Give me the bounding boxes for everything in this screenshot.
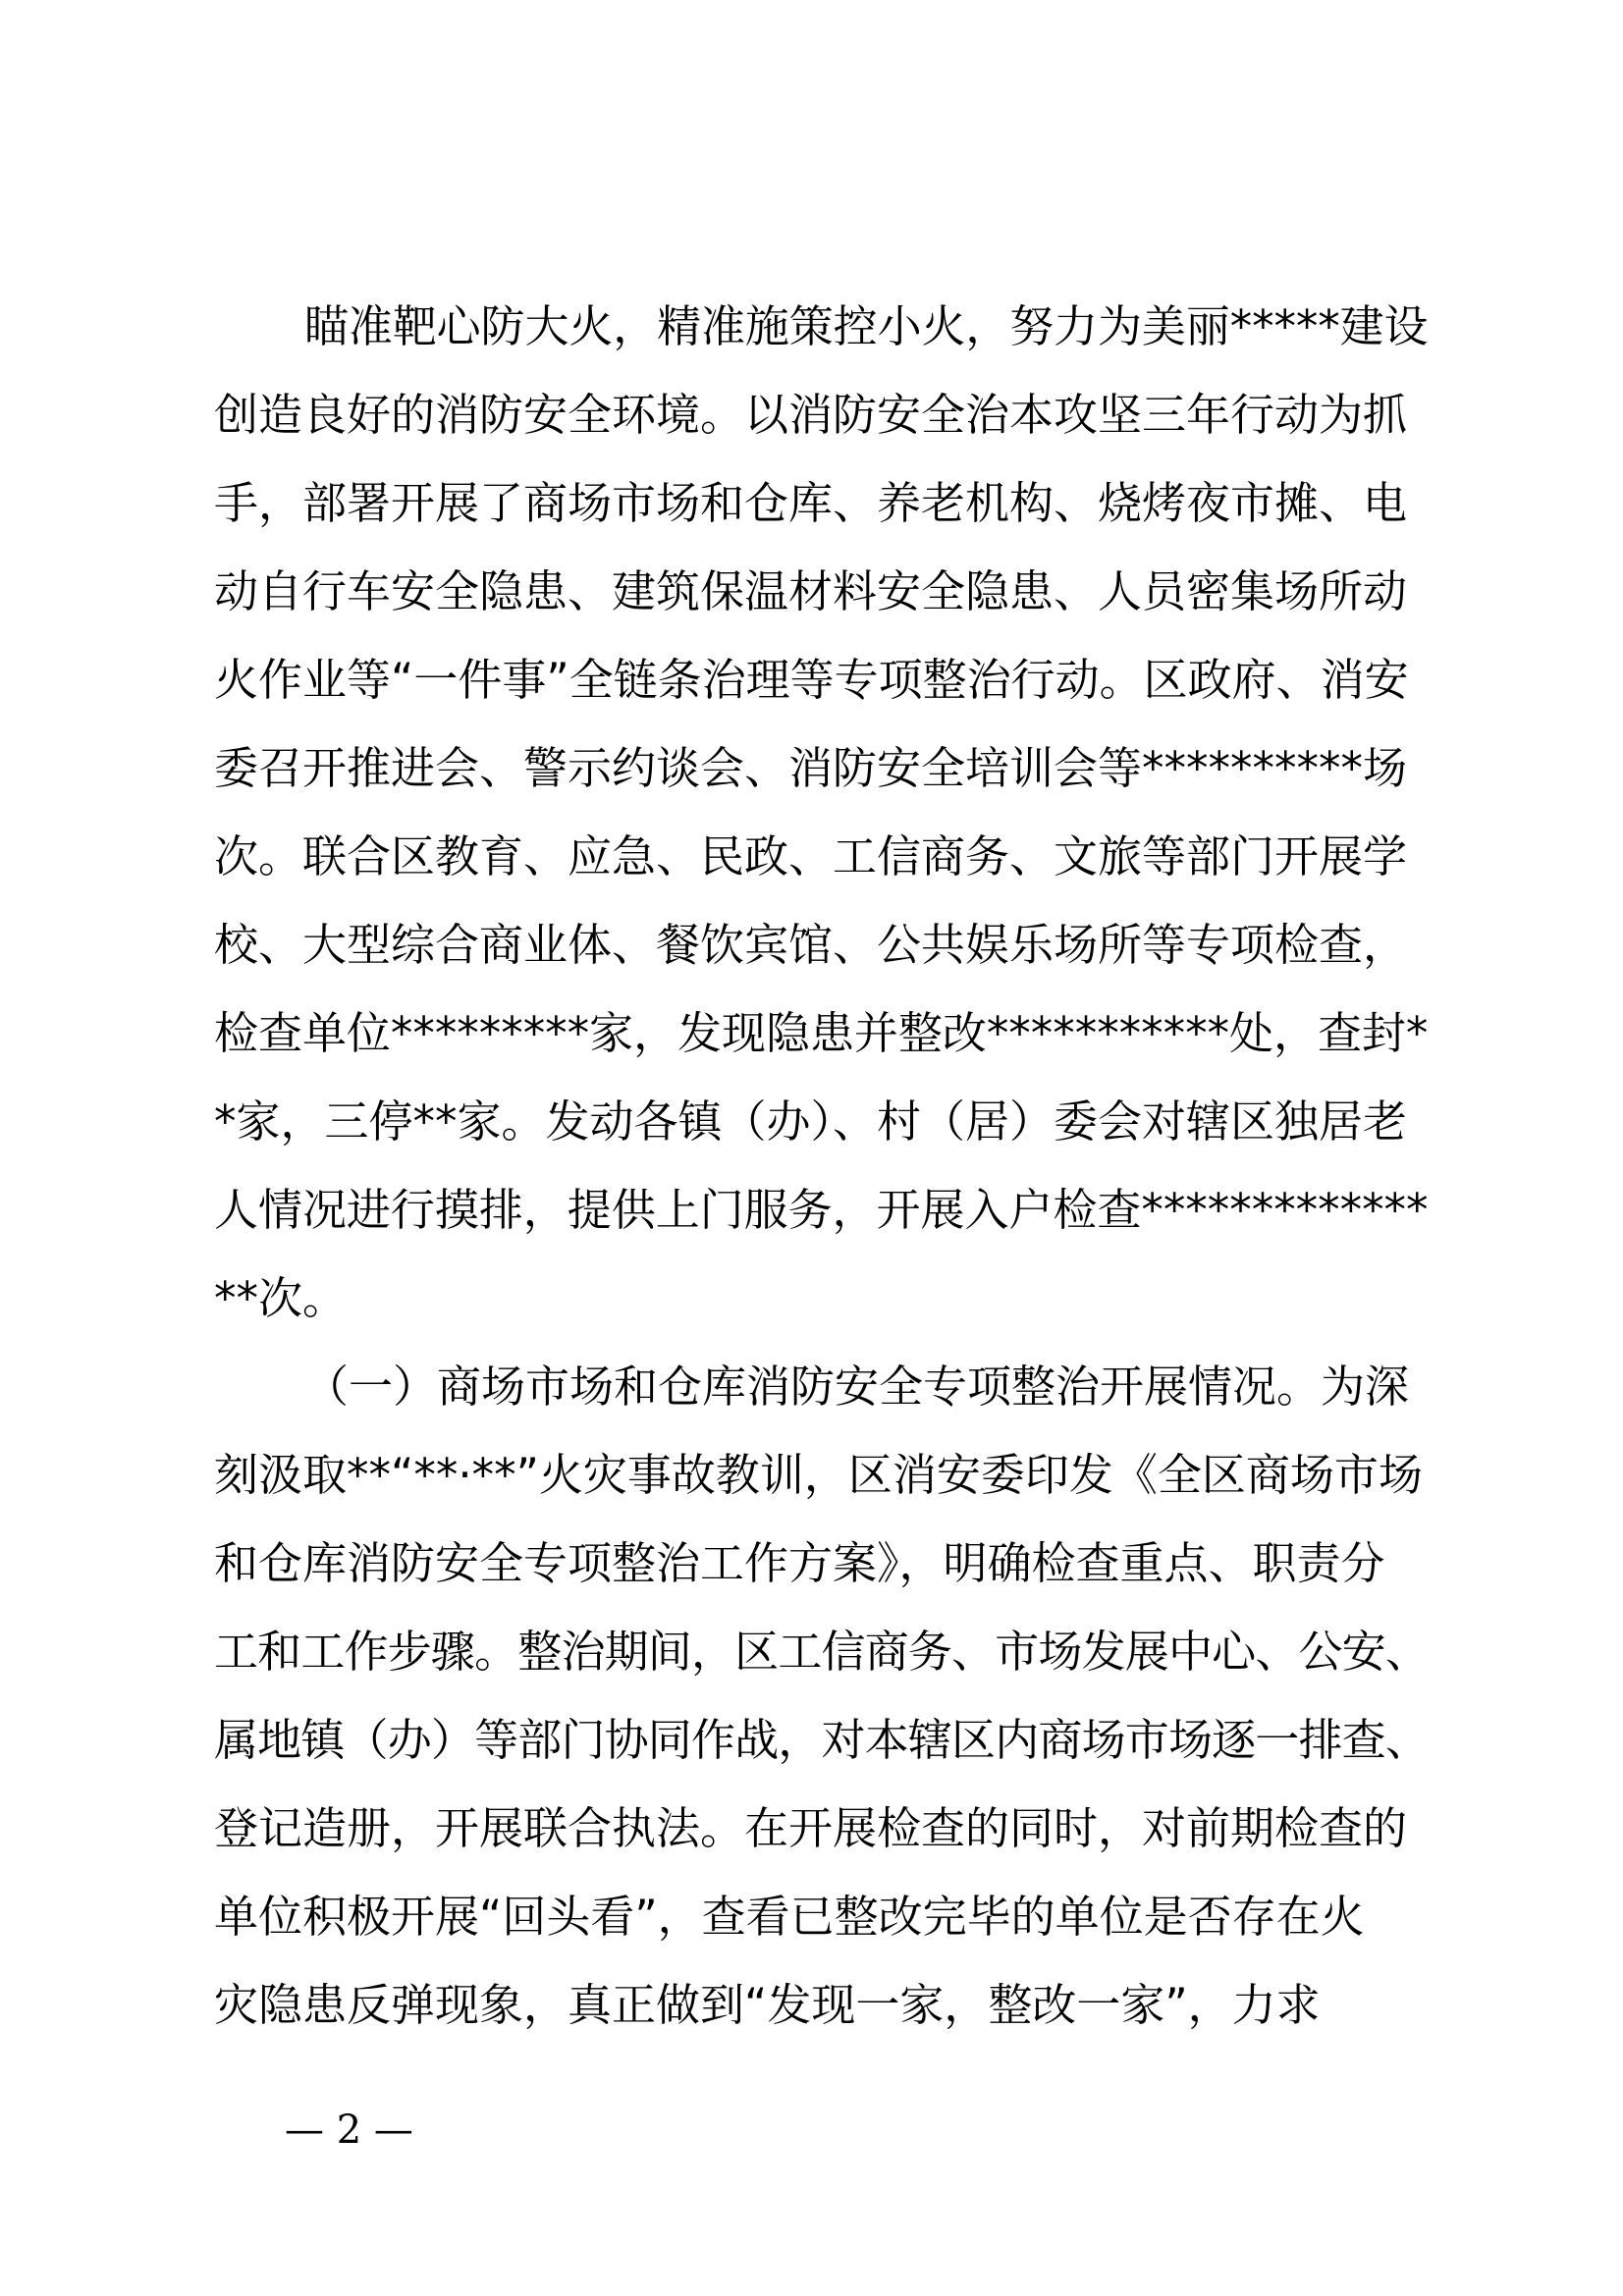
text-line-3: 手，部署开展了商场市场和仓库、养老机构、烧烤夜市摊、电 [214,477,1408,529]
text-line-20: 灾隐患反弹现象，真正做到“发现一家，整改一家”，力求 [214,1979,1321,2031]
text-line-7: 次。联合区教育、应急、民政、工信商务、文旅等部门开展学 [214,830,1408,882]
text-line-19: 单位积极开展“回头看”，查看已整改完毕的单位是否存在火 [214,1891,1365,1943]
text-line-6: 委召开推进会、警示约谈会、消防安全培训会等**********场 [214,742,1408,794]
text-line-17: 属地镇（办）等部门协同作战，对本辖区内商场市场逐一排查、 [214,1714,1430,1766]
text-line-14: 刻汲取**“**·**”火灾事故教训，区消安委印发《全区商场市场 [214,1449,1423,1501]
text-line-4: 动自行车安全隐患、建筑保温材料安全隐患、人员密集场所动 [214,565,1408,617]
text-line-18: 登记造册，开展联合执法。在开展检查的同时，对前期检查的 [214,1802,1408,1854]
text-line-15: 和仓库消防安全专项整治工作方案》，明确检查重点、职责分 [214,1537,1385,1589]
text-line-2: 创造良好的消防安全环境。以消防安全治本攻坚三年行动为抓 [214,389,1408,441]
text-line-11: 人情况进行摸排，提供上门服务，开展入户检查************* [214,1184,1429,1236]
text-line-16: 工和工作步骤。整治期间，区工信商务、市场发展中心、公安、 [214,1626,1430,1678]
text-line-12: **次。 [214,1272,348,1324]
text-line-8: 校、大型综合商业体、餐饮宾馆、公共娱乐场所等专项检查， [214,919,1408,971]
text-line-10: *家，三停**家。发动各镇（办）、村（居）委会对辖区独居老 [214,1095,1408,1148]
text-line-1: 瞄准靶心防大火，精准施策控小火，努力为美丽*****建设 [304,300,1429,352]
text-line-13: （一）商场市场和仓库消防安全专项整治开展情况。为深 [304,1361,1410,1413]
page-number: — 2 — [285,2108,413,2153]
text-line-9: 检查单位*********家，发现隐患并整改***********处，查封* [214,1007,1429,1059]
text-line-5: 火作业等“一件事”全链条治理等专项整治行动。区政府、消安 [214,654,1409,706]
